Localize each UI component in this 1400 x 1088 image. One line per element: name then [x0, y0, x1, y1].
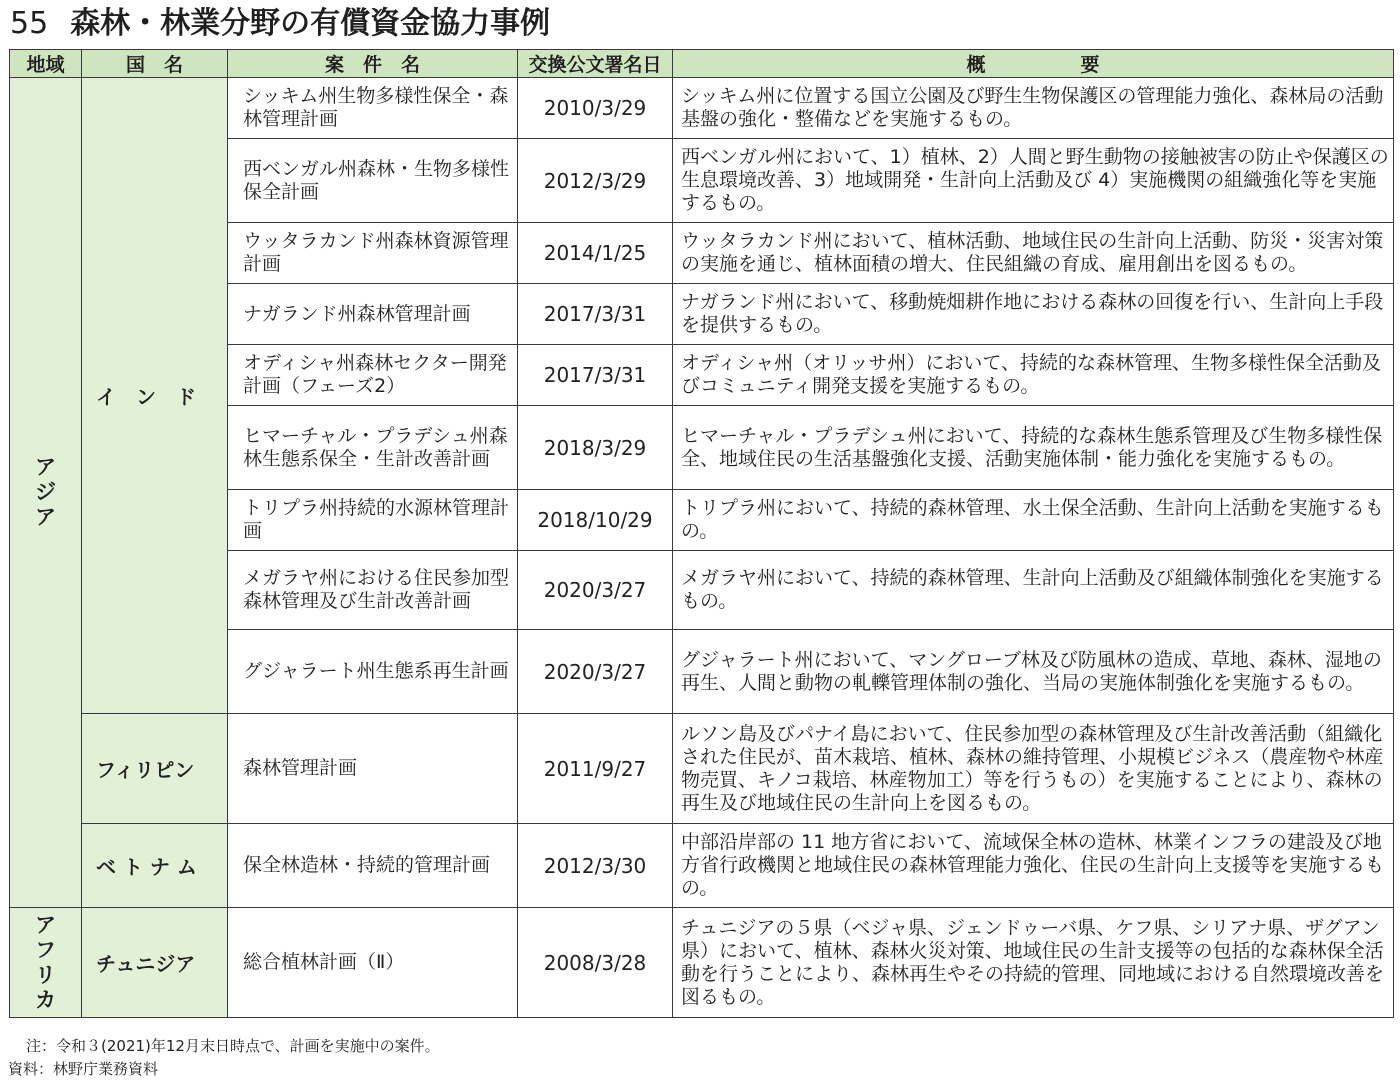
project-summary: ナガランド州において、移動焼畑耕作地における森林の回復を行い、生計向上手段を提供するもの。	[673, 284, 1394, 345]
project-summary: オディシャ州（オリッサ州）において、持続的な森林管理、生物多様性保全活動及びコミュニティ開発支援を実施するもの。	[673, 345, 1394, 406]
region-cell-asia	[10, 78, 82, 908]
project-summary: 西ベンガル州において、1）植林、2）人間と野生動物の接触被害の防止や保護区の生息環境改善、3）地域開発・生計向上活動及び 4）実施機関の組織強化等を実施するもの。	[673, 139, 1394, 223]
signing-date: 2011/9/27	[518, 714, 673, 824]
signing-date: 2017/3/31	[518, 345, 673, 406]
country-cell-vietnam	[82, 824, 228, 908]
header-project: 案 件 名	[228, 50, 518, 78]
country-label: チュニジア	[96, 952, 196, 976]
project-summary: ウッタラカンド州において、植林活動、地域住民の生計向上活動、防災・災害対策の実施を通じ、植林面積の増大、住民組織の育成、雇用創出を図るもの。	[673, 223, 1394, 284]
project-summary: グジャラート州において、マングローブ林及び防風林の造成、草地、森林、湿地の再生、人間と動物の軋轢管理体制の強化、当局の実施体制強化を実施するもの。	[673, 630, 1394, 714]
country-label: フィリピン	[96, 758, 195, 782]
project-name: シッキム州生物多様性保全・森林管理計画	[228, 78, 518, 139]
project-name: 保全林造林・持続的管理計画	[228, 824, 518, 908]
cooperation-table	[9, 49, 1394, 1018]
table-row	[10, 908, 1394, 1018]
project-summary: シッキム州に位置する国立公園及び野生生物保護区の管理能力強化、森林局の活動基盤の強化・整備などを実施するもの。	[673, 78, 1394, 139]
country-label: ベ ト ナ ム	[96, 855, 197, 879]
signing-date: 2020/3/27	[518, 630, 673, 714]
region-cell-africa	[10, 908, 82, 1018]
project-summary: チュニジアの５県（ベジャ県、ジェンドゥーバ県、ケフ県、シリアナ県、ザグアン県）において、植林、森林火災対策、地域住民の生計支援等の包括的な森林保全活動を行うことにより、森林再生やその持続的管理、同地域における自然環境改善を図るもの。	[673, 908, 1394, 1018]
table-row	[10, 824, 1394, 908]
project-summary: トリプラ州において、持続的森林管理、水土保全活動、生計向上活動を実施するもの。	[673, 490, 1394, 551]
country-label: イ ン ド	[96, 385, 196, 409]
title-number: 55	[10, 6, 49, 41]
project-summary: ルソン島及びパナイ島において、住民参加型の森林管理及び生計改善活動（組織化された住民が、苗木栽培、植林、森林の維持管理、小規模ビジネス（農産物や林産物売買、キノコ栽培、林産物加工）等を行うもの）を実施することにより、森林の再生及び地域住民の生計向上を図るもの。	[673, 714, 1394, 824]
project-name: ヒマーチャル・プラデシュ州森林生態系保全・生計改善計画	[228, 406, 518, 490]
table-header-row	[10, 50, 1394, 78]
project-name: ナガランド州森林管理計画	[228, 284, 518, 345]
title-text: 森林・林業分野の有償資金協力事例	[70, 6, 551, 41]
country-cell-tunisia	[82, 908, 228, 1018]
project-summary: メガラヤ州において、持続的森林管理、生計向上活動及び組織体制強化を実施するもの。	[673, 551, 1394, 630]
project-name: 西ベンガル州森林・生物多様性保全計画	[228, 139, 518, 223]
signing-date: 2012/3/30	[518, 824, 673, 908]
header-date: 交換公文署名日	[518, 50, 673, 78]
source-note: 資料：林野庁業務資料	[8, 1060, 159, 1078]
region-label: アフリカ	[35, 912, 56, 1012]
region-label: アジア	[35, 455, 56, 529]
project-name: ウッタラカンド州森林資源管理計画	[228, 223, 518, 284]
signing-date: 2008/3/28	[518, 908, 673, 1018]
signing-date: 2012/3/29	[518, 139, 673, 223]
project-name: 総合植林計画（Ⅱ）	[228, 908, 518, 1018]
project-name: トリプラ州持続的水源林管理計画	[228, 490, 518, 551]
signing-date: 2018/3/29	[518, 406, 673, 490]
signing-date: 2020/3/27	[518, 551, 673, 630]
project-name: メガラヤ州における住民参加型森林管理及び生計改善計画	[228, 551, 518, 630]
header-summary: 概 要	[673, 50, 1394, 78]
table-row	[10, 714, 1394, 824]
signing-date: 2018/10/29	[518, 490, 673, 551]
header-region: 地域	[10, 50, 82, 78]
country-cell-india	[82, 78, 228, 714]
project-summary: ヒマーチャル・プラデシュ州において、持続的な森林生態系管理及び生物多様性保全、地域住民の生活基盤強化支援、活動実施体制・能力強化を実施するもの。	[673, 406, 1394, 490]
country-cell-philippines	[82, 714, 228, 824]
page-title	[10, 2, 550, 46]
project-name: 森林管理計画	[228, 714, 518, 824]
project-name: グジャラート州生態系再生計画	[228, 630, 518, 714]
project-name: オディシャ州森林セクター開発計画（フェーズ2）	[228, 345, 518, 406]
signing-date: 2017/3/31	[518, 284, 673, 345]
table-row	[10, 78, 1394, 139]
project-summary: 中部沿岸部の 11 地方省において、流域保全林の造林、林業インフラの建設及び地方省行政機関と地域住民の森林管理能力強化、住民の生計向上支援等を実施するもの。	[673, 824, 1394, 908]
signing-date: 2014/1/25	[518, 223, 673, 284]
header-country: 国 名	[82, 50, 228, 78]
footnote: 注：令和３(2021)年12月末日時点で、計画を実施中の案件。	[26, 1037, 440, 1055]
signing-date: 2010/3/29	[518, 78, 673, 139]
